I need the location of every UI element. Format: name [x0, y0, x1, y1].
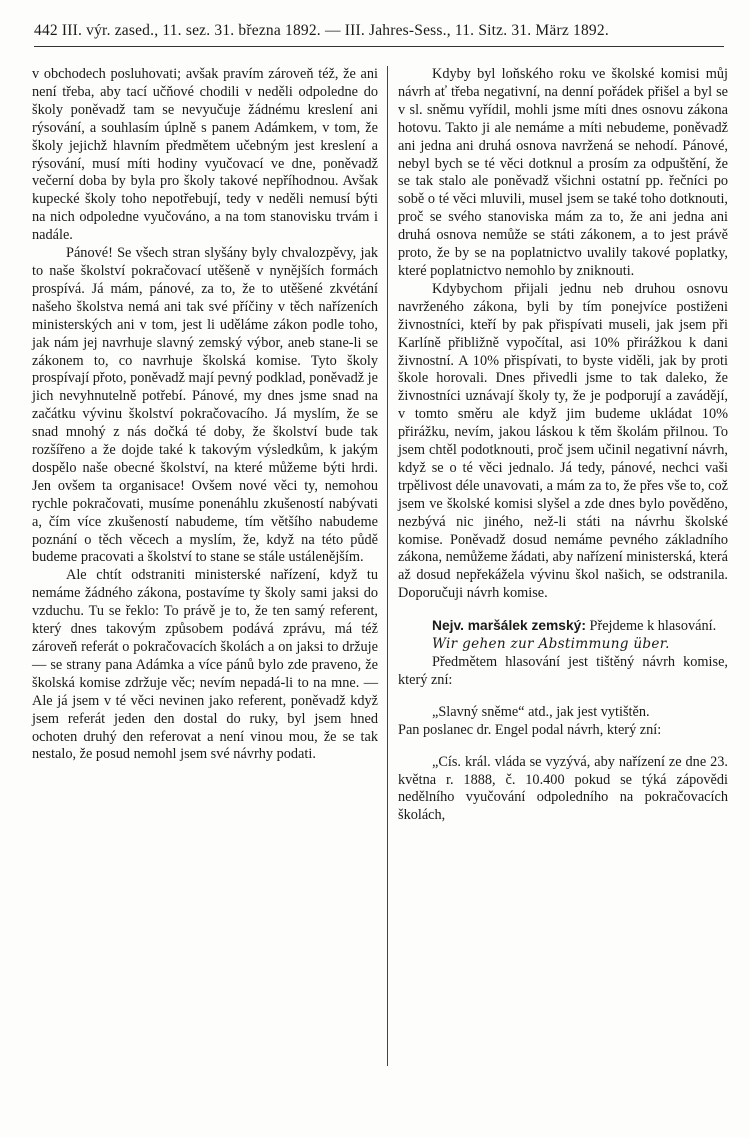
engel-paragraph: Pan poslanec dr. Engel podal návrh, který zní:	[398, 721, 662, 738]
german-line	[398, 636, 728, 654]
speaker-name: Nejv. maršálek zemský:	[432, 618, 586, 634]
running-head: 442 III. výr. zased., 11. sez. 31. března 1892. — III. Jahres-Sess., 11. Sitz. 31. März 1892.	[34, 22, 609, 39]
spacer	[398, 603, 728, 617]
spacer	[398, 690, 728, 704]
german-text: Wir gehen zur Abstimmung über.	[432, 636, 670, 653]
speaker-paragraph	[398, 617, 728, 636]
quote-1: „Slavný sněme“ atd., jak jest vytištěn.	[432, 703, 650, 720]
left-column	[32, 66, 378, 764]
left-paragraph-1: v obchodech posluhovati; avšak pravím zároveň též, že ani není třeba, aby tací učňové chodili v neděli odpoledne do školy poněvadž tam se nevyučuje žádnému kreslení ani rýsování, a souhlasím úplně s panem Adámkem, v tom, že školy jejichž hlavním předmětem učebným jest kreslení a rýsování, musí míti hodiny vyučovací ve dne, poněvadž večerní doba by byla pro školy takové nepříhodnou. Avšak kupecké školy toho nepotřebují, tedy v neděli nemusí býti na nich odpoledne vyučováno, a na tom stanovisku trvám i nadále.	[32, 66, 378, 244]
right-paragraph-2: Kdybychom přijali jednu neb druhou osnovu navrženého zákona, byli by tím ponejvíce postiženi živnostníci, kteří by pak přispívati museli, jak jsem při Karlíně přibližně vypočítal, asi 10% přirážkou k dani živnostní. A 10% přispívati, to byste viděli, jak by proti škole horovali. Dnes přivedli jsme to tak daleko, že živnostníci uznávají školy ty, že je podporují a zavádějí, v tomto směru ale když jim budeme ukládat 10% přirážku, nevím, jakou láskou k těm školám přilnou. To jsem chtěl podotknouti, proč jsem učinil negativní návrh, když se o té věci jednalo. Já tedy, pánové, nechci vaši trpělivost déle unavovati, a mám za to, že přes vše to, což jsem ve školské komisi slyšel a zde dnes bylo pověděno, nezbývá nic jiného, než-li státi na návrhu školské komise. Poněvadž dosud nemáme pevného základního zákona, nemůžeme žádati, aby nařízení ministerská, která až dosud nepřekážela vývinu škol našich, se odstranila. Doporučuji návrh komise.	[398, 280, 728, 602]
left-paragraph-3: Ale chtít odstraniti ministerské nařízení, když tu nemáme žádného zákona, postavíme ty školy sami jaksi do vzduchu. Tu se řeklo: To právě je to, že ten samý referent, který dnes takovým způsobem podává zprávu, má též zároveň referát o pokračovacích školách a on jaksi to držuje — se strany pana Adámka a více pánů bylo zde praveno, že školská komise zdržuje věc; nevím nepadá-li to na mne. — Ale já jsem v té věci nevinen jako referent, poněvadž když jsem referát jeden den dostal do ruky, byl jsem hned ochoten druhý den referovat a není vinou mou, že se tak nestalo, že posud nemohl jsem své návrhy podati.	[32, 567, 378, 763]
speaker-text: Přejdeme k hlasování.	[589, 618, 717, 635]
header-rule	[34, 46, 724, 47]
column-divider	[387, 66, 388, 1066]
subject-paragraph: Předmětem hlasování jest tištěný návrh komise, který zní:	[398, 654, 728, 688]
right-column	[398, 66, 728, 825]
spacer	[398, 740, 728, 754]
right-paragraph-1: Kdyby byl loňského roku ve školské komisi můj návrh ať třeba negativní, na denní pořádek přišel a byl se v sl. sněmu vyřídil, mohli jsme míti dnes osnovu zákona hotovu. Takto ji ale nemáme a míti nebudeme, poněvadž ani jedna ani druhá osnova navržená se nehodí. Pánové, nebyl bych se té věci dotknul a prosím za odpuštění, že se tak stalo ale poněvadž všichni ostatní pp. řečníci po sobě o té věci mluvili, musel jsem se také toho dotknouti, proč se svého stanoviska mám za to, že ani jedna ani druhá osnova nemůže se státi zákonem, a to jest právě proto, že by se na poplatnictvo uvalily takové poplatky, které poplatnictvo nemohlo by zniknouti.	[398, 66, 728, 279]
quote-2: „Cís. král. vláda se vyzývá, aby nařízení ze dne 23. května r. 1888, č. 10.400 pokud se týká zápovědi nedělního vyučování odpoledního na pokračovacích školách,	[398, 753, 728, 824]
left-paragraph-2: Pánové! Se všech stran slyšány byly chvalozpěvy, jak to naše školství pokračovací utěšeně v nynějších formách prospívá. Já mám, pánové, za to, že to utěšené zkvétání našeho školstva nemá ani tak své příčiny v těch nařízeních ministerských ani v tom, jest li uděláme zákon podle toho, jak nám jej navrhuje slavný zemský výbor, aneb stane-li se zákonem to, co navrhuje školská komise. Tyto školy prospívají přoto, poněvadž mají pevný podklad, poněvadž je jich nevyhnutelně potřebí. Pánové, my dnes jsme snad na začátku vývinu školství pokračovacího. Já myslím, že se snad mnohý z nás dočká té doby, že školství bude tak rozšířeno a že dojde také k takovým výsledkům, k jakým dospělo naše obecné školství, na které můžeme býti hrdi. Jen ovšem ta organisace! Ovšem nové věci ty, nemohou rychle pokračovati, musíme ponenáhlu zkušeností nabývati a, čím více zkušeností nabudeme, tím většího nabudeme poznání o těch věcech a myslím, že, když na této půdě budeme pracovati a školství to stane se stále ustálenějším.	[32, 245, 378, 566]
